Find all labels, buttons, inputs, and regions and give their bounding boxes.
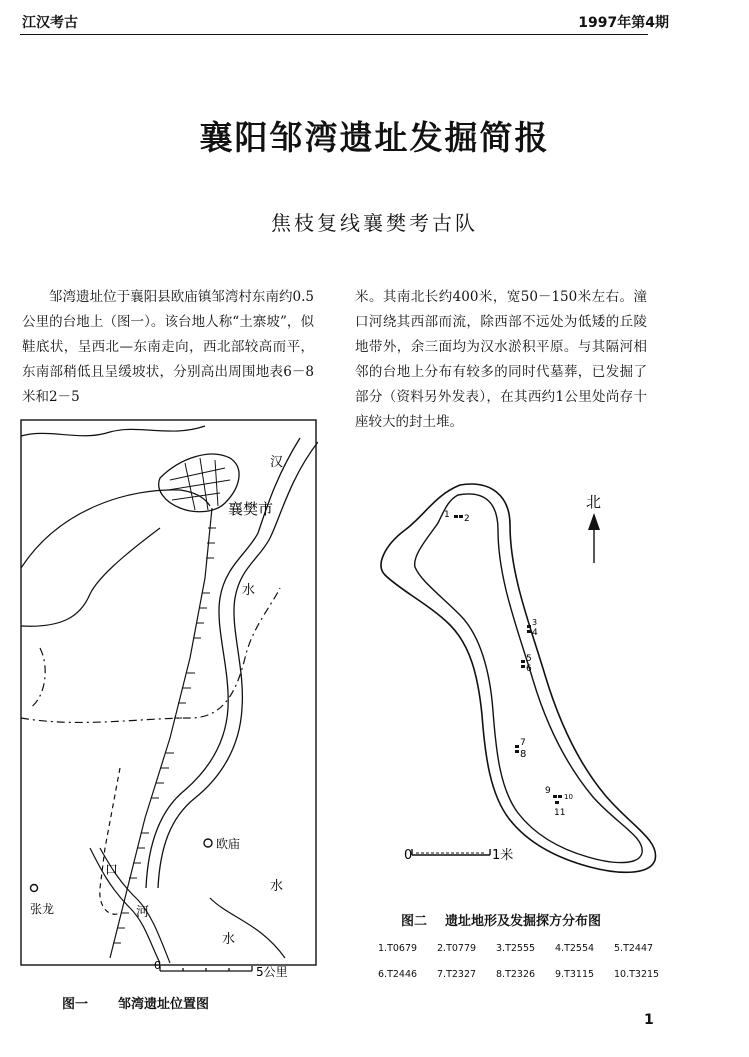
- legend-item: 4.T2554: [555, 943, 595, 954]
- article-author: 焦枝复线襄樊考古队: [271, 211, 478, 235]
- label-zhanglong: 张龙: [30, 902, 55, 916]
- issue-label: 1997年第4期: [578, 15, 669, 31]
- legend-item: 6.T2446: [378, 969, 418, 980]
- trench-8: [515, 750, 519, 753]
- city-grid: [168, 458, 230, 510]
- southeast-river: [210, 898, 285, 958]
- header-rule: [20, 34, 648, 35]
- legend-item: 9.T3115: [555, 969, 595, 980]
- figure1-caption: [62, 993, 239, 1012]
- trench-4: [527, 630, 531, 633]
- trench-7: [515, 745, 519, 748]
- county-boundary: [21, 588, 280, 722]
- mark-5: 5: [526, 654, 532, 664]
- body-right-column: 米。其南北长约400米，宽50－150米左右。潼口河绕其西部而流，除西部不远处为低矮的丘陵地带外，余三面均为汉水淤积平原。与其隔河相邻的台地上分布有较多的同时代墓葬，已发掘了部分（资料另外发表），在其西约1公里处尚存十座较大的封土堆。: [355, 289, 647, 430]
- legend-item: 5.T2447: [614, 943, 654, 954]
- label-kou: 口: [105, 863, 119, 878]
- han-river-west-bank: [219, 438, 300, 708]
- label-shui-1: 水: [242, 583, 256, 598]
- railway-ticks: [113, 528, 216, 943]
- figure1-caption-text: 邹湾遗址位置图: [118, 997, 210, 1012]
- legend-item: 10.T3215: [614, 969, 660, 980]
- legend-item: 1.T0679: [378, 943, 418, 954]
- map-scale-zero: 0: [154, 959, 161, 972]
- site-scale-bar: [412, 849, 490, 855]
- map-scale-end: 5公里: [256, 965, 288, 979]
- figure2-caption-num: 图二: [400, 914, 427, 929]
- legend-item: 7.T2327: [437, 969, 477, 980]
- body-left-column: 邹湾遗址位于襄阳县欧庙镇邹湾村东南约0.5公里的台地上（图一）。该台地人称“土寨坡”，似鞋底状，呈西北—东南走向，西北部较高而平，东南部稍低且呈缓坡状，分别高出周围地表6－8米和2－5: [22, 289, 314, 405]
- figure1-location-map: [20, 418, 318, 983]
- label-shui-2: 水: [270, 879, 284, 894]
- journal-name: 江汉考古: [22, 15, 78, 31]
- legend-item: 8.T2326: [496, 969, 536, 980]
- site-scale-zero: 0: [404, 848, 413, 863]
- label-city: 襄樊市: [228, 500, 274, 518]
- label-he: 河: [136, 905, 150, 920]
- map-boundary-top: [21, 426, 205, 436]
- article-title: 襄阳邹湾遗址发掘简报: [199, 118, 550, 157]
- trench-10: [558, 795, 562, 798]
- label-han: 汉: [270, 455, 284, 470]
- trench-5: [521, 660, 525, 663]
- trench-9: [553, 795, 557, 798]
- mark-10: 10: [564, 793, 573, 801]
- mark-4: 4: [532, 628, 538, 638]
- trench-2: [459, 515, 463, 518]
- north-label: 北: [586, 493, 602, 511]
- page-number: 1: [644, 1012, 654, 1028]
- railway-line: [110, 508, 212, 958]
- site-scale-end: 1米: [492, 848, 514, 863]
- label-shui-3: 水: [222, 932, 236, 947]
- legend-item: 3.T2555: [496, 943, 536, 954]
- trench-3: [527, 625, 531, 628]
- trench-legend: [378, 936, 678, 988]
- ouan-town-marker: [204, 839, 212, 847]
- label-ouan: 欧庙: [216, 837, 241, 851]
- figure2-site-map: [360, 475, 690, 875]
- site-inner-contour: [415, 494, 643, 863]
- mark-2: 2: [464, 514, 470, 524]
- mark-6: 6: [526, 664, 532, 674]
- zhanglong-town-marker: [31, 885, 38, 892]
- map-river-west: [21, 490, 210, 568]
- tongkou-river: [90, 848, 160, 963]
- legend-item: 2.T0779: [437, 943, 477, 954]
- county-boundary-2: [30, 648, 45, 708]
- mark-8: 8: [520, 749, 527, 760]
- trench-1: [454, 515, 458, 518]
- mark-7: 7: [520, 738, 526, 748]
- trench-6: [521, 665, 525, 668]
- figure2-caption-text: 遗址地形及发掘探方分布图: [445, 914, 602, 929]
- han-river-east-bank: [234, 442, 318, 708]
- trench-11: [555, 801, 559, 804]
- city-area: [159, 454, 239, 512]
- mark-1: 1: [444, 510, 450, 520]
- figure2-caption: [360, 910, 660, 929]
- north-arrow-head: [588, 513, 600, 530]
- figure1-caption-num: 图一: [62, 997, 89, 1012]
- mark-3: 3: [532, 618, 538, 627]
- mark-9: 9: [545, 786, 551, 796]
- mark-11: 11: [554, 808, 566, 818]
- map-scale-bar: [160, 966, 252, 971]
